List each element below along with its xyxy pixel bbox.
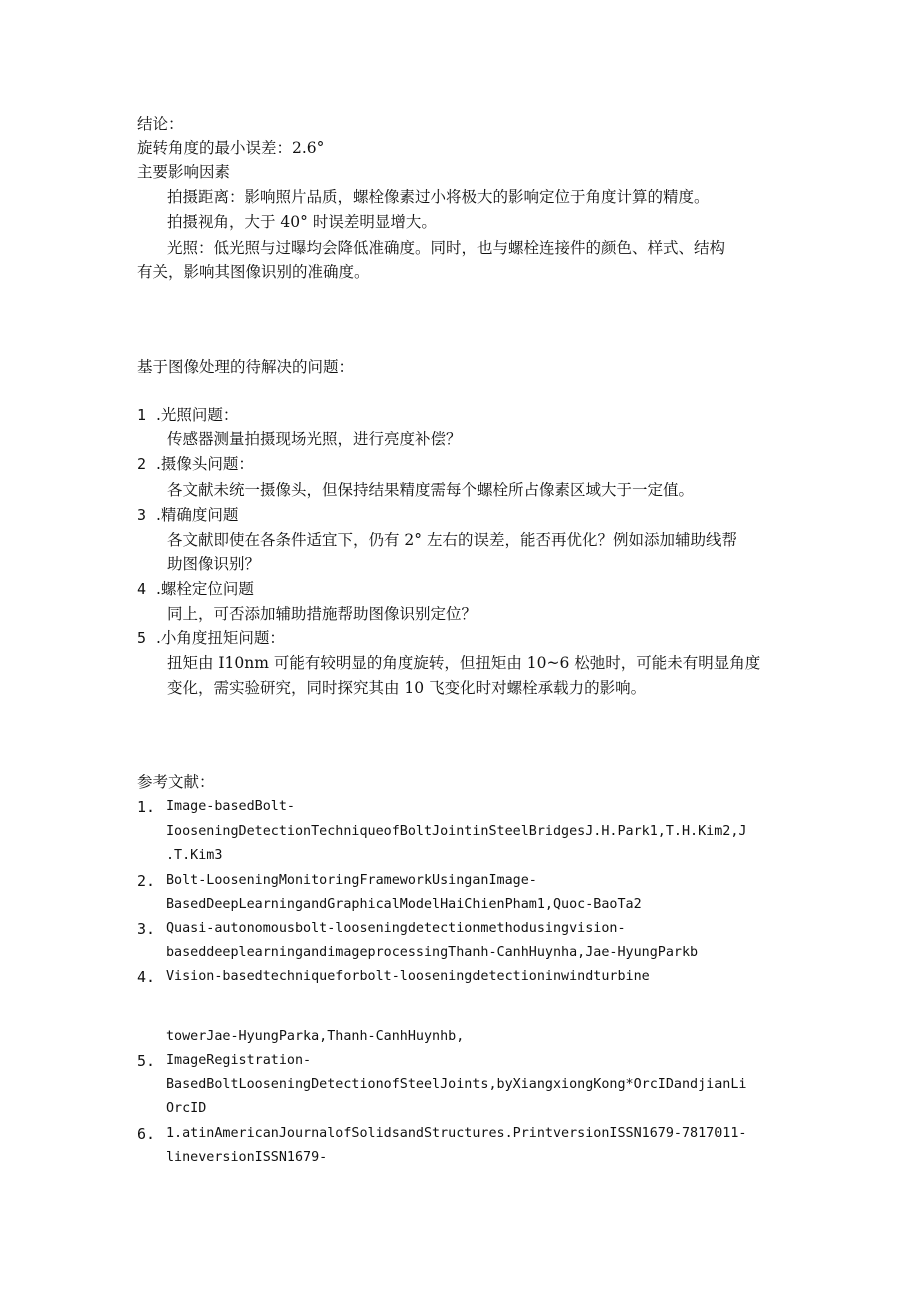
reference-text: towerJae-HyungParka,Thanh-CanhHuynhb, (166, 1029, 465, 1044)
problem-number: 5 (137, 629, 147, 647)
problem-title: .小角度扭矩问题： (156, 629, 285, 647)
problem-title: .光照问题： (156, 406, 239, 424)
reference-text: ImageRegistration- (166, 1053, 312, 1068)
reference-text: 1.atinAmericanJournalofSolidsandStructures.PrintversionISSN1679-7817011- (166, 1126, 747, 1141)
problem-text: 扭矩由 I10nm 可能有较明显的角度旋转，但扭矩由 10~6 松弛时，可能未有明显角度 (167, 654, 761, 672)
reference-number: 5. (137, 1052, 156, 1070)
factors-heading: 主要影响因素 (137, 163, 231, 181)
conclusion-heading: 结论： (137, 115, 184, 133)
problems-heading: 基于图像处理的待解决的问题： (137, 358, 355, 376)
reference-text: baseddeeplearningandimageprocessingThanh-CanhHuynha,Jae-HyungParkb (166, 945, 699, 960)
reference-text: Quasi-autonomousbolt-looseningdetectionmethodusingvision- (166, 921, 626, 936)
problem-title: .螺栓定位问题 (156, 580, 254, 598)
reference-text: IooseningDetectionTechniqueofBoltJointinSteelBridgesJ.H.Park1,T.H.Kim2,J (166, 824, 747, 839)
problem-title: .精确度问题 (156, 506, 239, 524)
reference-number: 3. (137, 920, 156, 938)
reference-text: OrcID (166, 1101, 207, 1116)
problem-number: 1 (137, 406, 147, 424)
problem-number: 2 (137, 455, 147, 473)
problem-number: 4 (137, 580, 147, 598)
problem-text: 同上，可否添加辅助措施帮助图像识别定位？ (167, 605, 478, 623)
problem-title: .摄像头问题： (156, 455, 254, 473)
reference-text: .T.Kim3 (166, 848, 223, 863)
problem-text: 各文献未统一摄像头，但保持结果精度需每个螺栓所占像素区域大于一定值。 (167, 481, 695, 499)
problem-text: 助图像识别？ (167, 555, 261, 573)
problem-text: 传感器测量拍摄现场光照，进行亮度补偿？ (167, 430, 462, 448)
factor-lighting-cont: 有关，影响其图像识别的准确度。 (137, 263, 370, 281)
reference-text: Vision-basedtechniqueforbolt-looseningdetectioninwindturbine (166, 969, 650, 984)
reference-number: 4. (137, 968, 156, 986)
min-error-line: 旋转角度的最小误差：2.6° (137, 139, 325, 157)
reference-text: Bolt-LooseningMonitoringFrameworkUsinganImage- (166, 873, 537, 888)
factor-distance: 拍摄距离：影响照片品质，螺栓像素过小将极大的影响定位于角度计算的精度。 (167, 188, 710, 206)
reference-text: Image-basedBolt- (166, 799, 295, 814)
references-heading: 参考文献： (137, 773, 215, 791)
problem-text: 各文献即使在各条件适宜下，仍有 2° 左右的误差，能否再优化？例如添加辅助线帮 (167, 531, 737, 549)
reference-text: lineversionISSN1679- (166, 1150, 328, 1165)
problem-number: 3 (137, 506, 147, 524)
reference-number: 1. (137, 798, 156, 816)
reference-text: BasedDeepLearningandGraphicalModelHaiChienPham1,Quoc-BaoTa2 (166, 897, 642, 912)
factor-lighting: 光照：低光照与过曝均会降低准确度。同时，也与螺栓连接件的颜色、样式、结构 (167, 239, 726, 257)
reference-number: 6. (137, 1125, 156, 1143)
reference-number: 2. (137, 872, 156, 890)
reference-text: BasedBoltLooseningDetectionofSteelJoints,byXiangxiongKong*OrcIDandjianLi (166, 1077, 747, 1092)
factor-angle: 拍摄视角，大于 40° 时误差明显增大。 (167, 213, 437, 231)
problem-text: 变化，需实验研究，同时探究其由 10 飞变化时对螺栓承载力的影响。 (167, 679, 647, 697)
